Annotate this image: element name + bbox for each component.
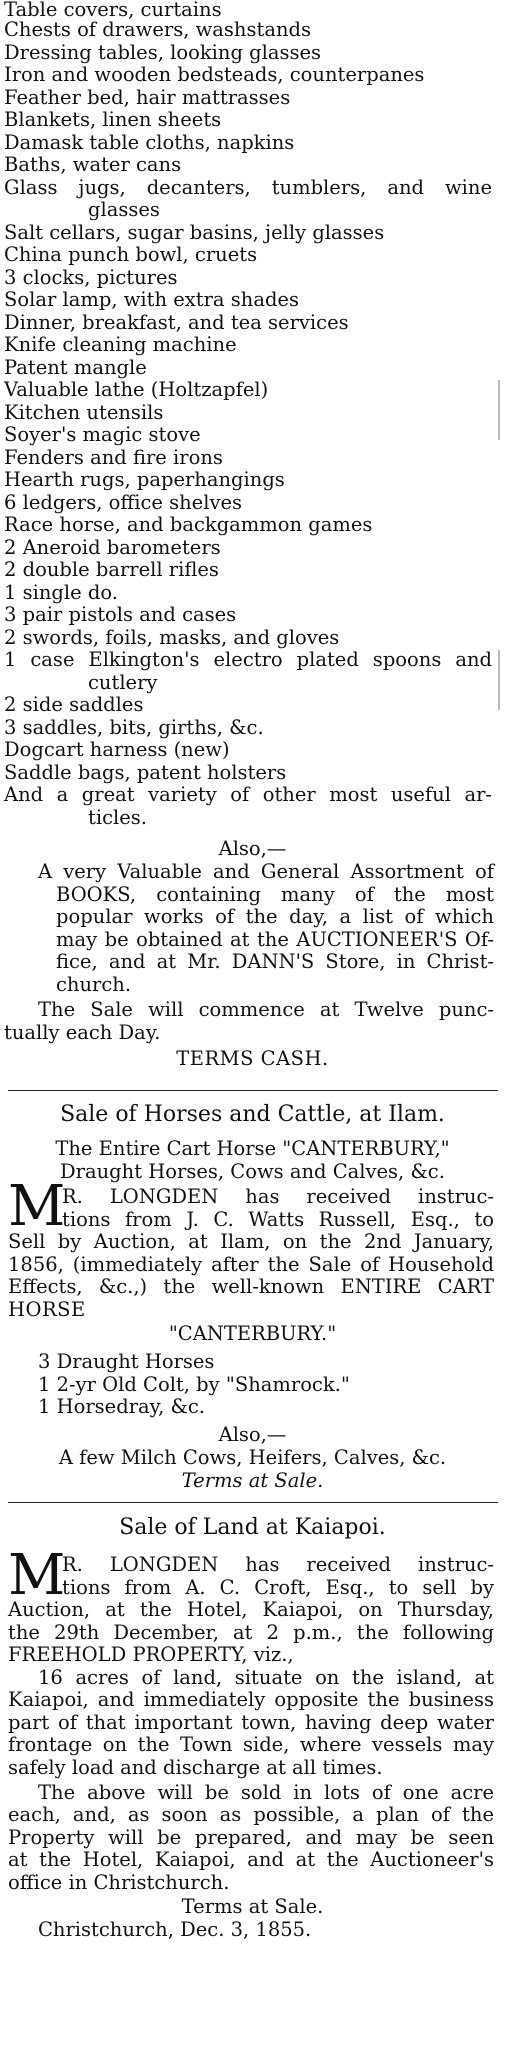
list-item: Chests of drawers, washstands <box>4 18 312 41</box>
list-item: Knife cleaning machine <box>4 333 237 356</box>
horse-item: 1 2-yr Old Colt, by "Shamrock." <box>38 1373 350 1396</box>
terms-cash: TERMS CASH. <box>176 1047 329 1070</box>
list-item: Patent mangle <box>4 356 147 379</box>
list-item: Fenders and fire irons <box>4 446 223 469</box>
list-item: cutlery <box>88 671 158 694</box>
body-line: The above will be sold in lots of one acre <box>38 1781 494 1804</box>
horse-name: "CANTERBURY." <box>168 1322 337 1345</box>
body-line: Property will be prepared, and may be seen <box>8 1826 494 1849</box>
body-line: FREEHOLD PROPERTY, viz., <box>8 1643 294 1666</box>
body-line: at the Hotel, Kaiapoi, and at the Auctioneer's <box>8 1848 494 1871</box>
books-line: may be obtained at the AUCTIONEER'S Of- <box>56 928 494 951</box>
margin-bar <box>498 650 500 710</box>
body-line: Auction, at the Hotel, Kaiapoi, on Thursday, <box>8 1598 494 1621</box>
body-line: part of that important town, having deep water <box>8 1711 494 1734</box>
list-item: ticles. <box>88 806 147 829</box>
sale-line: The Sale will commence at Twelve punc- <box>38 998 494 1021</box>
body-line: tions from J. C. Watts Russell, Esq., to <box>62 1208 494 1231</box>
books-line: A very Valuable and General Assortment of <box>38 860 494 883</box>
list-item: Glass jugs, decanters, tumblers, and wine <box>4 176 492 199</box>
list-item: Dogcart harness (new) <box>4 738 230 761</box>
list-item: 6 ledgers, office shelves <box>4 491 243 514</box>
list-item: Blankets, linen sheets <box>4 108 222 131</box>
horse-item: 3 Draught Horses <box>38 1350 215 1373</box>
dateline: Christchurch, Dec. 3, 1855. <box>38 1918 312 1941</box>
books-line: church. <box>56 973 132 996</box>
body-line: R. LONGDEN has received instruc- <box>62 1553 494 1576</box>
books-line: BOOKS, containing many of the most <box>56 883 494 906</box>
list-item: 2 side saddles <box>4 693 144 716</box>
cattle-line: A few Milch Cows, Heifers, Calves, &c. <box>58 1446 447 1469</box>
list-item: Damask table cloths, napkins <box>4 131 295 154</box>
body-line: tions from A. C. Croft, Esq., to sell by <box>62 1576 494 1599</box>
terms-line: Terms at Sale. <box>181 1469 324 1492</box>
ad-heading: Sale of Horses and Cattle, at Ilam. <box>60 1102 445 1127</box>
body-line: Sell by Auction, at Ilam, on the 2nd January, <box>8 1230 494 1253</box>
drop-cap: M <box>8 1543 66 1608</box>
list-item: 1 single do. <box>4 581 118 604</box>
lead-line: The Entire Cart Horse "CANTERBURY," <box>55 1137 450 1160</box>
body-line: R. LONGDEN has received instruc- <box>62 1185 494 1208</box>
list-item: Hearth rugs, paperhangings <box>4 468 285 491</box>
body-line: frontage on the Town side, where vessels may <box>8 1733 494 1756</box>
body-line: safely load and discharge at all times. <box>8 1756 383 1779</box>
list-item: 2 double barrell rifles <box>4 558 219 581</box>
list-item: Saddle bags, patent holsters <box>4 761 287 784</box>
also-heading: Also,— <box>218 837 287 860</box>
list-item: 2 Aneroid barometers <box>4 536 221 559</box>
list-item: 2 swords, foils, masks, and gloves <box>4 626 340 649</box>
list-item: 1 case Elkington's electro plated spoons and <box>4 648 492 671</box>
list-item: Kitchen utensils <box>4 401 164 424</box>
also-heading: Also,— <box>218 1423 287 1446</box>
body-line: HORSE <box>8 1298 86 1321</box>
list-item: Feather bed, hair mattrasses <box>4 86 291 109</box>
list-item: Iron and wooden bedsteads, counterpanes <box>4 63 425 86</box>
list-item: 3 saddles, bits, girths, &c. <box>4 716 264 739</box>
sale-line: tually each Day. <box>4 1021 161 1044</box>
body-line: 1856, (immediately after the Sale of Household <box>8 1253 494 1276</box>
list-item: Baths, water cans <box>4 153 182 176</box>
drop-cap: M <box>8 1174 66 1239</box>
list-item: Salt cellars, sugar basins, jelly glasses <box>4 221 385 244</box>
list-item: China punch bowl, cruets <box>4 243 258 266</box>
body-line: 16 acres of land, situate on the island, at <box>38 1666 494 1689</box>
list-item: Dinner, breakfast, and tea services <box>4 311 349 334</box>
body-line: office in Christchurch. <box>8 1871 230 1894</box>
body-line: Effects, &c.,) the well-known ENTIRE CART <box>8 1275 494 1298</box>
horse-item: 1 Horsedray, &c. <box>38 1395 205 1418</box>
terms-line: Terms at Sale. <box>181 1895 324 1918</box>
body-line: Kaiapoi, and immediately opposite the business <box>8 1688 494 1711</box>
ad-heading: Sale of Land at Kaiapoi. <box>119 1515 386 1540</box>
list-item: Solar lamp, with extra shades <box>4 288 299 311</box>
body-line: the 29th December, at 2 p.m., the following <box>8 1621 494 1644</box>
list-item: 3 pair pistols and cases <box>4 603 237 626</box>
list-item: glasses <box>88 198 160 221</box>
margin-bar <box>498 380 500 440</box>
books-line: fice, and at Mr. DANN'S Store, in Christ- <box>56 950 494 973</box>
list-item: Valuable lathe (Holtzapfel) <box>4 378 269 401</box>
list-item: Dressing tables, looking glasses <box>4 41 322 64</box>
list-item: Soyer's magic stove <box>4 423 201 446</box>
lead-line: Draught Horses, Cows and Calves, &c. <box>60 1160 445 1183</box>
books-line: popular works of the day, a list of which <box>56 905 494 928</box>
list-item: Race horse, and backgammon games <box>4 513 373 536</box>
list-item: Table covers, curtains <box>4 0 222 21</box>
body-line: each, and, as soon as possible, a plan of the <box>8 1803 494 1826</box>
list-item: And a great variety of other most useful ar- <box>4 783 492 806</box>
divider <box>8 1090 498 1091</box>
list-item: 3 clocks, pictures <box>4 266 178 289</box>
divider <box>8 1502 498 1503</box>
